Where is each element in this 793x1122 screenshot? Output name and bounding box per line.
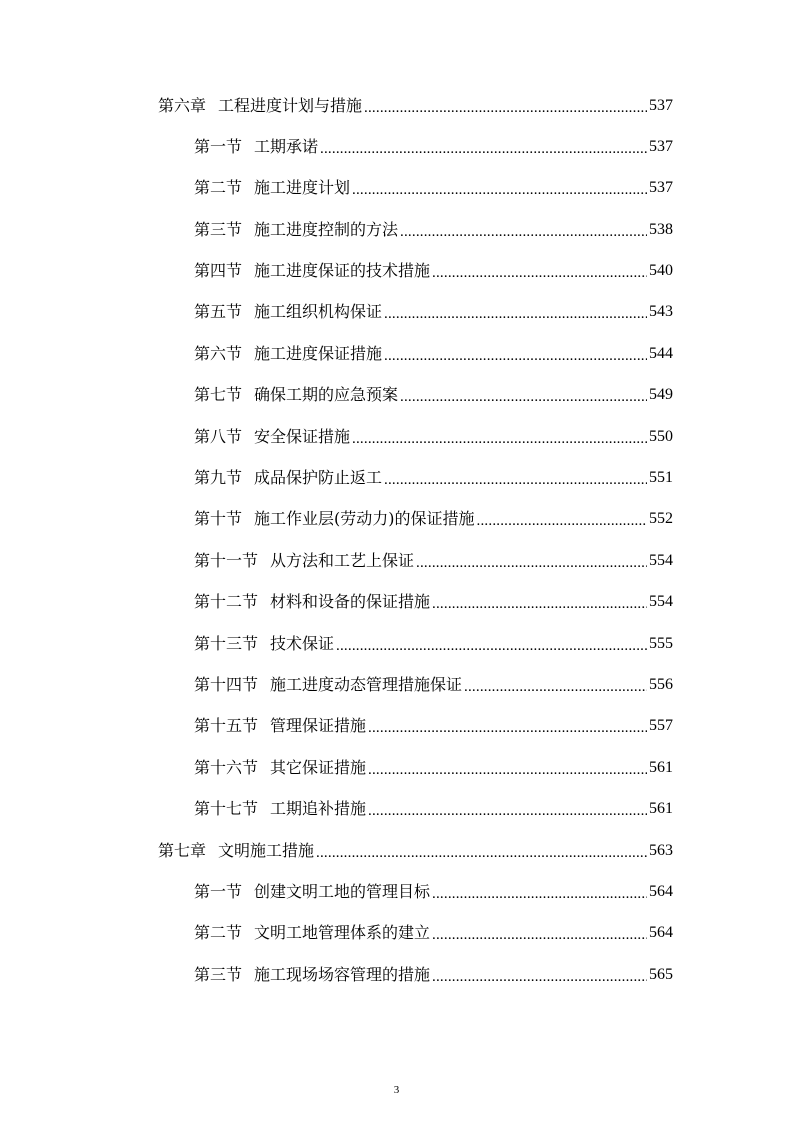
toc-entry-number: 第十六节 xyxy=(194,758,259,777)
toc-entry-number: 第八节 xyxy=(194,427,243,446)
toc-entry-number: 第一节 xyxy=(194,882,243,901)
toc-entry-section[interactable] xyxy=(194,421,673,447)
toc-dot-leader xyxy=(364,96,647,116)
toc-entry-title: 施工进度计划 xyxy=(254,178,351,197)
toc-entry-section[interactable] xyxy=(194,131,673,157)
toc-entry-title: 技术保证 xyxy=(270,634,335,653)
toc-dot-leader xyxy=(352,178,647,198)
toc-entry-number: 第十五节 xyxy=(194,716,259,735)
toc-entry-page: 554 xyxy=(649,593,673,610)
toc-entry-number: 第十一节 xyxy=(194,551,259,570)
toc-dot-leader xyxy=(416,551,647,571)
toc-dot-leader xyxy=(352,427,647,447)
toc-entry-title: 材料和设备的保证措施 xyxy=(270,592,431,611)
toc-entry-title: 施工现场场容管理的措施 xyxy=(254,965,431,984)
toc-entry-number: 第十三节 xyxy=(194,634,259,653)
toc-entry-chapter[interactable] xyxy=(158,835,673,861)
toc-entry-section[interactable] xyxy=(194,172,673,198)
toc-dot-leader xyxy=(368,799,647,819)
toc-entry-title: 管理保证措施 xyxy=(270,716,367,735)
toc-entry-number: 第三节 xyxy=(194,965,243,984)
toc-dot-leader xyxy=(368,758,647,778)
page-number: 3 xyxy=(393,1084,400,1096)
toc-entry-title: 安全保证措施 xyxy=(254,427,351,446)
toc-entry-title: 文明工地管理体系的建立 xyxy=(254,923,431,942)
toc-entry-section[interactable] xyxy=(194,793,673,819)
toc-entry-title: 创建文明工地的管理目标 xyxy=(254,882,431,901)
toc-entry-title: 施工组织机构保证 xyxy=(254,302,383,321)
toc-dot-leader xyxy=(432,261,647,281)
toc-entry-page: 552 xyxy=(649,510,673,527)
toc-entry-title: 施工作业层(劳动力)的保证措施 xyxy=(254,509,475,528)
toc-entry-page: 549 xyxy=(649,386,673,403)
toc-entry-page: 544 xyxy=(649,345,673,362)
toc-entry-page: 565 xyxy=(649,966,673,983)
toc-entry-number: 第三节 xyxy=(194,220,243,239)
toc-entry-title: 施工进度动态管理措施保证 xyxy=(270,675,463,694)
toc-entry-section[interactable] xyxy=(194,752,673,778)
toc-dot-leader xyxy=(432,592,647,612)
toc-entry-title: 文明施工措施 xyxy=(218,841,315,860)
toc-entry-title: 工程进度计划与措施 xyxy=(218,96,363,115)
toc-dot-leader xyxy=(432,923,647,943)
toc-entry-page: 540 xyxy=(649,262,673,279)
toc-entry-number: 第十四节 xyxy=(194,675,259,694)
toc-entry-number: 第七节 xyxy=(194,385,243,404)
toc-entry-number: 第十节 xyxy=(194,509,243,528)
toc-entry-section[interactable] xyxy=(194,338,673,364)
toc-entry-page: 551 xyxy=(649,469,673,486)
toc-entry-section[interactable] xyxy=(194,255,673,281)
toc-entry-page: 550 xyxy=(649,428,673,445)
toc-entry-page: 543 xyxy=(649,303,673,320)
toc-entry-section[interactable] xyxy=(194,545,673,571)
toc-entry-number: 第二节 xyxy=(194,923,243,942)
toc-entry-number: 第九节 xyxy=(194,468,243,487)
toc-entry-number: 第十七节 xyxy=(194,799,259,818)
toc-entry-page: 563 xyxy=(649,842,673,859)
toc-entry-number: 第十二节 xyxy=(194,592,259,611)
toc-entry-page: 561 xyxy=(649,759,673,776)
toc-entry-title: 其它保证措施 xyxy=(270,758,367,777)
toc-entry-section[interactable] xyxy=(194,379,673,405)
toc-entry-title: 施工进度保证措施 xyxy=(254,344,383,363)
toc-entry-page: 556 xyxy=(649,676,673,693)
toc-entry-page: 537 xyxy=(649,138,673,155)
toc-entry-title: 成品保护防止返工 xyxy=(254,468,383,487)
toc-entry-number: 第二节 xyxy=(194,178,243,197)
toc-entry-section[interactable] xyxy=(194,959,673,985)
toc-dot-leader xyxy=(477,509,647,529)
toc-entry-title: 工期承诺 xyxy=(254,137,319,156)
toc-entry-chapter[interactable] xyxy=(158,90,673,116)
toc-entry-page: 538 xyxy=(649,221,673,238)
toc-dot-leader xyxy=(336,634,647,654)
toc-dot-leader xyxy=(432,965,647,985)
toc-entry-title: 施工进度控制的方法 xyxy=(254,220,399,239)
toc-entry-page: 554 xyxy=(649,552,673,569)
toc-entry-section[interactable] xyxy=(194,669,673,695)
toc-dot-leader xyxy=(316,841,647,861)
toc-entry-section[interactable] xyxy=(194,917,673,943)
toc-entry-section[interactable] xyxy=(194,503,673,529)
toc-entry-number: 第一节 xyxy=(194,137,243,156)
toc-entry-title: 确保工期的应急预案 xyxy=(254,385,399,404)
toc-entry-title: 工期追补措施 xyxy=(270,799,367,818)
toc-entry-section[interactable] xyxy=(194,214,673,240)
toc-entry-number: 第七章 xyxy=(158,841,207,860)
toc-entry-page: 557 xyxy=(649,717,673,734)
toc-entry-page: 561 xyxy=(649,800,673,817)
toc-entry-page: 537 xyxy=(649,97,673,114)
toc-entry-section[interactable] xyxy=(194,628,673,654)
toc-entry-page: 555 xyxy=(649,635,673,652)
toc-entry-number: 第六节 xyxy=(194,344,243,363)
toc-dot-leader xyxy=(400,385,647,405)
toc-entry-number: 第五节 xyxy=(194,302,243,321)
toc-dot-leader xyxy=(368,716,647,736)
toc-entry-section[interactable] xyxy=(194,586,673,612)
toc-entry-section[interactable] xyxy=(194,462,673,488)
toc-entry-section[interactable] xyxy=(194,876,673,902)
toc-entry-section[interactable] xyxy=(194,710,673,736)
toc-entry-title: 施工进度保证的技术措施 xyxy=(254,261,431,280)
toc-entry-number: 第四节 xyxy=(194,261,243,280)
toc-dot-leader xyxy=(400,220,647,240)
toc-entry-page: 564 xyxy=(649,924,673,941)
toc-dot-leader xyxy=(384,468,647,488)
toc-entry-page: 537 xyxy=(649,179,673,196)
toc-entry-section[interactable] xyxy=(194,296,673,322)
toc-dot-leader xyxy=(384,344,647,364)
toc-dot-leader xyxy=(320,137,647,157)
toc-entry-page: 564 xyxy=(649,883,673,900)
toc-dot-leader xyxy=(384,302,647,322)
toc-entry-title: 从方法和工艺上保证 xyxy=(270,551,415,570)
toc-dot-leader xyxy=(432,882,647,902)
toc-dot-leader xyxy=(464,675,647,695)
toc-entry-number: 第六章 xyxy=(158,96,207,115)
